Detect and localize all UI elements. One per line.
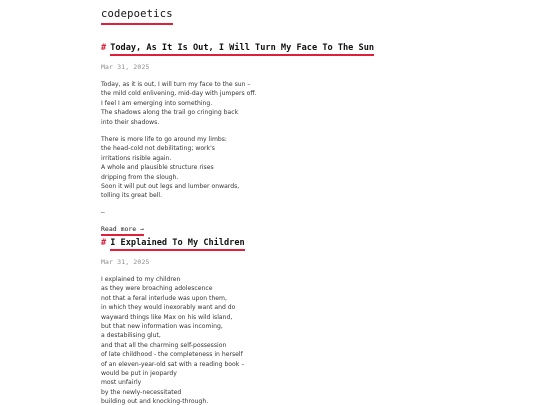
poem-line: dripping from the slough. <box>101 173 179 181</box>
poem-line: and that all the charming self-possession <box>101 341 227 349</box>
post-date: Mar 31, 2025 <box>101 258 150 266</box>
post-stanza <box>101 135 521 201</box>
post-title <box>101 43 521 54</box>
poem-line: I explained to my children <box>101 276 181 283</box>
poem-line: Today, as it is out, I will turn my face to the sun – <box>101 81 251 88</box>
post-date: Mar 31, 2025 <box>101 63 150 71</box>
poem-line: into their shadows. <box>101 118 160 126</box>
poem-line: the head-cold not debilitating; work's <box>101 145 215 153</box>
poem-line: building out and knocking-through. <box>101 398 209 405</box>
site-title-link[interactable]: codepoetics <box>101 8 173 25</box>
poem-line: would be put in jeopardy <box>101 370 177 378</box>
poem-line: Soon it will put out legs and lumber onwards, <box>101 183 240 191</box>
poem-line: wayward things like Max on his wild island, <box>101 313 233 321</box>
poem-line: There is more life to go around my limbs: <box>101 136 227 144</box>
poem-line: a destabilising glut, <box>101 332 161 340</box>
post-stanza <box>101 80 521 127</box>
post-title-link[interactable]: Today, As It Is Out, I Will Turn My Face To The Sun <box>110 43 374 56</box>
poem-line: of an eleven-year-old sat with a reading book – <box>101 360 245 368</box>
poem-line: tolling its great bell. <box>101 192 163 200</box>
poem-line: of late childhood - the completeness in herself <box>101 351 243 359</box>
poem-line: A whole and plausible structure rises <box>101 164 214 172</box>
poem-line: most unfairly <box>101 379 142 387</box>
poem-line: The shadows along the trail go cringing back <box>101 109 239 117</box>
heading-hash: # <box>101 238 107 248</box>
poem-line: by the newly-necessitated <box>101 388 182 396</box>
poem-line: as they were broaching adolescence <box>101 285 213 293</box>
post-entry <box>101 238 521 405</box>
poem-line: irritations risible again. <box>101 154 172 162</box>
excerpt-ellipsis: … <box>101 207 105 215</box>
post-entry <box>101 43 521 236</box>
poem-line: the mild cold enlivening, mid-day with jumpers off. <box>101 90 257 98</box>
poem-line: in which they would inexorably want and do <box>101 304 236 312</box>
poem-line: but that new information was incoming, <box>101 323 223 331</box>
post-stanza <box>101 275 521 405</box>
heading-hash: # <box>101 43 107 53</box>
poem-line: not that a feral interlude was upon them, <box>101 294 227 302</box>
read-more-link[interactable]: Read more → <box>101 225 144 236</box>
post-title-link[interactable]: I Explained To My Children <box>110 238 245 251</box>
poem-line: I feel I am emerging into something. <box>101 99 213 107</box>
post-title <box>101 238 521 249</box>
